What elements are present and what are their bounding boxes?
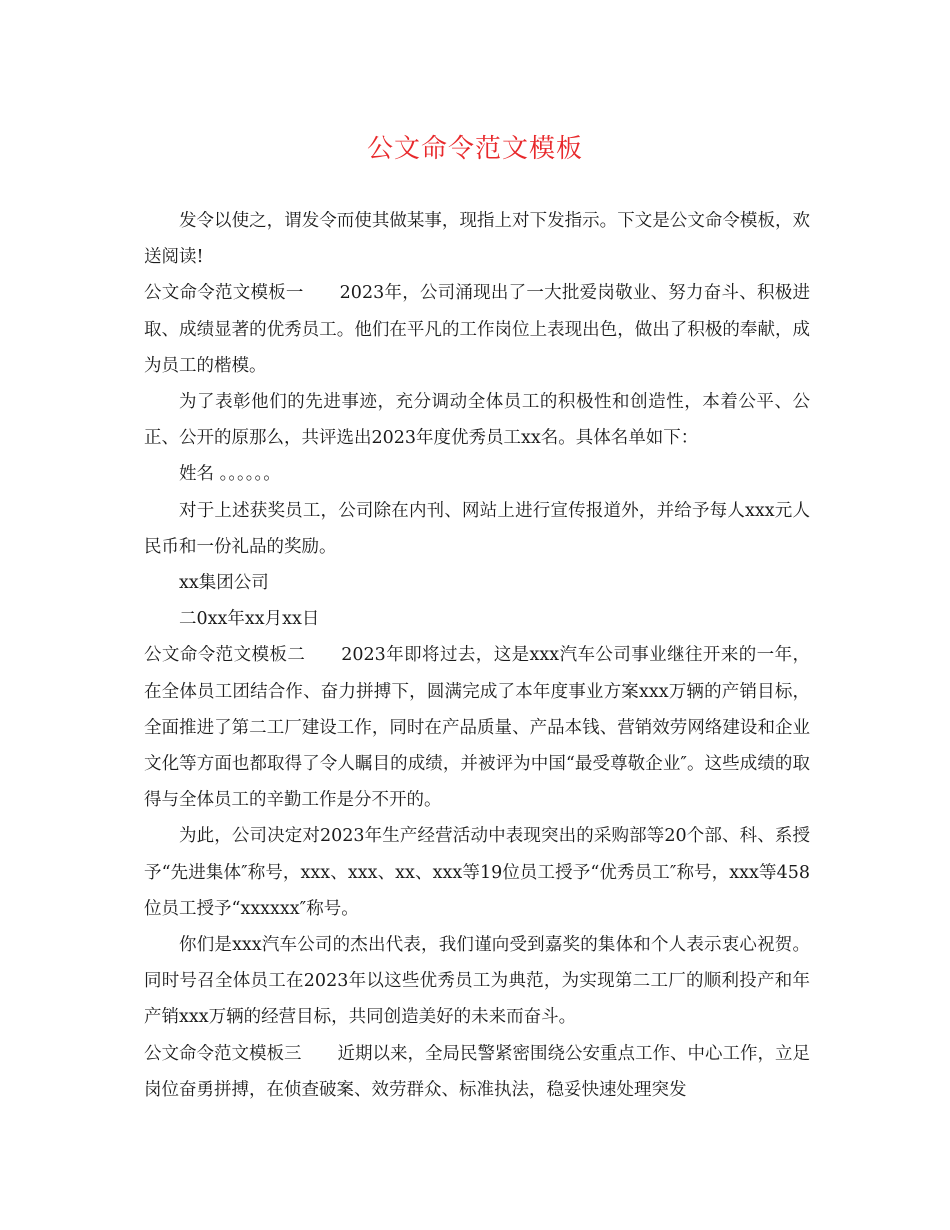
- date-line: [144, 601, 810, 637]
- paragraph-text: 2023年，公司涌现出了一大批爱岗敬业、努力奋斗、积极进取、成绩显著的优秀员工。他们在平凡的工作岗位上表现出色，做出了积极的奉献，成为员工的楷模。: [144, 283, 810, 376]
- paragraph-text: xx集团公司: [179, 573, 269, 594]
- paragraph-text: 对于上述获奖员工，公司除在内刊、网站上进行宣传报道外，并给予每人xxx元人民币和一份礼品的奖励。: [144, 500, 810, 557]
- intro-paragraph: [144, 203, 810, 275]
- paragraph-text: 为此，公司决定对2023年生产经营活动中表现突出的采购部等20个部、科、系授予“先进集体″称号，xxx、xxx、xx、xxx等19位员工授予“优秀员工″称号，xxx等458位员工授予“xxxxxx″称号。: [144, 826, 810, 919]
- paragraph-text: 为了表彰他们的先进事迹，充分调动全体员工的积极性和创造性，本着公平、公正、公开的原那么，共评选出2023年度优秀员工xx名。具体名单如下：: [144, 392, 810, 449]
- section-heading: 公文命令范文模板三: [144, 1043, 302, 1064]
- company-signature: [144, 565, 810, 601]
- template-one-paragraph: [144, 275, 810, 384]
- section-heading: 公文命令范文模板一: [144, 283, 304, 304]
- name-list-line: [144, 456, 810, 492]
- template-two-paragraph: [144, 637, 810, 818]
- section-heading: 公文命令范文模板二: [144, 645, 306, 666]
- award-paragraph: [144, 818, 810, 927]
- paragraph-text: 二0xx年xx月xx日: [179, 609, 320, 630]
- paragraph-text: 近期以来，全局民警紧密围绕公安重点工作、中心工作，立足岗位奋勇拼搏，在侦查破案、效劳群众、标准执法，稳妥快速处理突发: [144, 1043, 810, 1100]
- document-body: [144, 203, 810, 1108]
- reward-paragraph: [144, 493, 810, 565]
- document-title: 公文命令范文模板: [366, 134, 583, 164]
- paragraph-text: 姓名 。。。。。。: [179, 464, 281, 485]
- congratulation-paragraph: [144, 927, 810, 1036]
- paragraph-text: 你们是xxx汽车公司的杰出代表，我们谨向受到嘉奖的集体和个人表示衷心祝贺。同时号召全体员工在2023年以这些优秀员工为典范，为实现第二工厂的顺利投产和年产销xxx万辆的经营目标，共同创造美好的未来而奋斗。: [144, 935, 810, 1028]
- template-three-paragraph: [144, 1036, 810, 1108]
- paragraph-text: 发令以使之，谓发令而使其做某事，现指上对下发指示。下文是公文命令模板，欢送阅读!: [144, 211, 810, 268]
- commendation-paragraph: [144, 384, 810, 456]
- paragraph-text: 2023年即将过去，这是xxx汽车公司事业继往开来的一年，在全体员工团结合作、奋力拼搏下，圆满完成了本年度事业方案xxx万辆的产销目标，全面推进了第二工厂建设工作，同时在产品质量、产品本钱、营销效劳网络建设和企业文化等方面也都取得了令人瞩目的成绩，并被评为中国“最受尊敬企业″。这些成绩的取得与全体员工的辛勤工作是分不开的。: [144, 645, 810, 811]
